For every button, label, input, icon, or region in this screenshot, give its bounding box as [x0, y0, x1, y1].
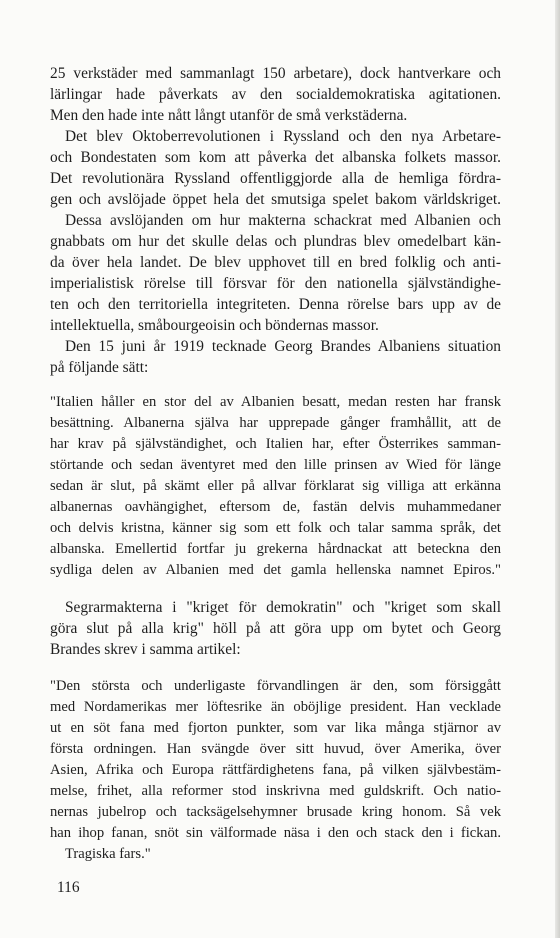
text-line: göra slut på alla krig" höll på att göra upp om bytet och Georg: [50, 620, 501, 637]
paragraph-2: [50, 126, 501, 336]
paragraph-3: [50, 336, 501, 378]
text-line: Det revolutionära Ryssland offentliggjorde alla de hemliga fördra-: [50, 170, 501, 187]
text-line: Det blev Oktoberrevolutionen i Ryssland och den nya Arbetare-: [65, 128, 501, 145]
quote-line: albanska. Emellertid fortfar ju grekerna hårdnackat att beteckna den: [50, 541, 501, 557]
text-line: da över hela landet. De blev upphovet till en bred folklig och anti-: [50, 254, 501, 271]
spacer: [50, 660, 501, 676]
quote-line: "Den största och underligaste förvandlingen är den, som försiggått: [50, 678, 501, 694]
quote-line: ut en söt fana med fjorton punkter, som var lika många stjärnor av: [50, 720, 501, 736]
text-line: intellektuella, småbourgeoisin och böndernas massor.: [50, 317, 379, 334]
quote-line: "Italien håller en stor del av Albanien besatt, medan resten har fransk: [50, 394, 501, 410]
quote-line: med Nordamerikas mer löftesrike än oböjlige president. Han vecklade: [50, 699, 501, 715]
page-edge-shadow: [555, 0, 560, 938]
text-line: och Bondestaten som kom att påverka det albanska folkets massor.: [50, 149, 501, 166]
quote-line: sydliga delen av Albanien med det gamla hellenska namnet Epiros.": [50, 562, 501, 578]
quote-line: melse, frihet, alla reformer stod inskrivna med guldskrift. Och natio-: [50, 783, 501, 799]
page-number: 116: [57, 879, 80, 896]
text-line: imperialistisk rörelse till försvar för den nationella självständighe-: [50, 275, 501, 292]
quote-line: Asien, Afrika och Europa rättfärdighetens fana, på vilken självbestäm-: [50, 762, 501, 778]
text-line: lärlingar hade påverkats av den socialdemokratiska agitationen.: [50, 86, 501, 103]
text-line: gnabbats om hur det skulle delas och plundras blev omedelbart kän-: [50, 233, 501, 250]
spacer: [50, 581, 501, 597]
text-line: Men den hade inte nått långt utanför de små verkstäderna.: [50, 107, 408, 124]
quote-line: besättning. Albanerna själva har upprepade gånger framhållit, att de: [50, 415, 501, 431]
text-line: på följande sätt:: [50, 359, 149, 376]
text-line: Segrarmakterna i "kriget för demokratin" och "kriget som skall: [65, 599, 501, 616]
text-line: Brandes skrev i samma artikel:: [50, 641, 241, 658]
block-quote-1: [50, 392, 501, 581]
paragraph-4: [50, 597, 501, 660]
text-line: gen och avslöjade öppet hela det smutsiga spelet bakom världskriget.: [50, 191, 501, 208]
body-text: [50, 63, 501, 865]
quote-line: och delvis kristna, känner sig som ett folk och talar samma språk, det: [50, 520, 501, 536]
quote-line: första ordningen. Han svängde över sitt huvud, över Amerika, över: [50, 741, 501, 757]
quote-line: sedan är slut, på skämt eller på allvar förklarat sig villiga att erkänna: [50, 478, 501, 494]
quote-line: han ihop fanan, snöt sin välformade näsa i den och stack den i fickan.: [50, 825, 501, 841]
quote-line: störtande och sedan äventyret med den lille prinsen av Wied för länge: [50, 457, 501, 473]
quote-line: nernas jubelrop och tacksägelsehymner brusade kring honom. Så vek: [50, 804, 501, 820]
text-line: Den 15 juni år 1919 tecknade Georg Brandes Albaniens situation: [65, 338, 501, 355]
spacer: [50, 378, 501, 392]
quote-line: albanernas oavhängighet, eftersom de, fastän delvis muhammedaner: [50, 499, 501, 515]
text-line: 25 verkstäder med sammanlagt 150 arbetare), dock hantverkare och: [50, 65, 501, 82]
text-line: Dessa avslöjanden om hur makterna schackrat med Albanien och: [65, 212, 501, 229]
text-line: ten och den territoriella integriteten. Denna rörelse bars upp av de: [50, 296, 501, 313]
quote-line: Tragiska fars.": [65, 846, 151, 862]
paragraph-1: [50, 63, 501, 126]
quote-line: har krav på självständighet, och Italien har, efter Österrikes samman-: [50, 436, 501, 452]
block-quote-2: [50, 676, 501, 865]
